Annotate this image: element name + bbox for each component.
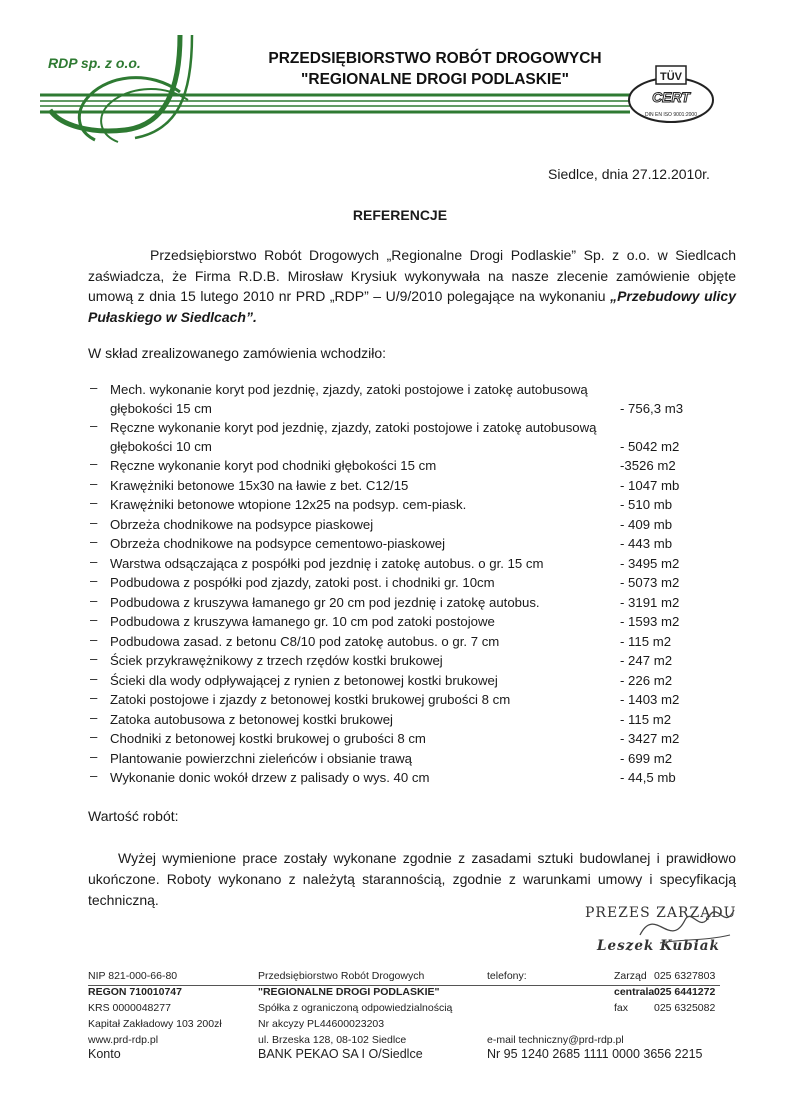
scope-item-description: Ręczne wykonanie koryt pod chodniki głębokości 15 cm bbox=[110, 458, 437, 473]
company-name-line1: PRZEDSIĘBIORSTWO ROBÓT DROGOWYCH bbox=[268, 50, 602, 67]
cert-bottom-text: DIN EN ISO 9001:2000 bbox=[645, 112, 697, 118]
signature-title: PREZES ZARZĄDU bbox=[585, 905, 737, 921]
scope-item-description: Zatoka autobusowa z betonowej kostki brukowej bbox=[110, 711, 393, 727]
closing-paragraph-text: Wyżej wymienione prace zostały wykonane zgodnie z zasadami sztuki budowlanej i prawidłowo ukończone. Roboty wykonano z należytą starannością, zgodnie z warunkami umowy i specyfikacją techniczną. bbox=[88, 850, 736, 908]
company-name-line2: "REGIONALNE DROGI PODLASKIE" bbox=[301, 71, 569, 88]
footer-excise: Nr akcyzy PL44600023203 bbox=[258, 1018, 385, 1030]
list-dash: – bbox=[90, 553, 98, 569]
scope-item-description: Obrzeża chodnikowe na podsypce piaskowej bbox=[110, 516, 374, 532]
scope-item-description: Wykonanie donic wokół drzew z palisady o wys. 40 cm bbox=[110, 770, 430, 785]
scope-item-quantity: - 115 m2 bbox=[620, 633, 672, 649]
scope-item-quantity: - 5042 m2 bbox=[620, 439, 680, 454]
scope-item-description: Podbudowa z kruszywa łamanego gr 20 cm pod jezdnię i zatokę autobus. bbox=[110, 594, 540, 610]
company-name bbox=[250, 48, 620, 90]
footer-konto-label: Konto bbox=[88, 1047, 121, 1061]
scope-item-description: Warstwa odsączająca z pospółki pod jezdnię i zatokę autobus. o gr. 15 cm bbox=[110, 555, 544, 571]
footer-phones-label: telefony: bbox=[487, 970, 527, 982]
scope-intro: W skład zrealizowanego zamówienia wchodziło: bbox=[88, 345, 387, 361]
letter-date: Siedlce, dnia 27.12.2010r. bbox=[548, 166, 710, 182]
scope-item-quantity: - 44,5 mb bbox=[620, 770, 676, 785]
scope-item-quantity: - 3191 m2 bbox=[620, 594, 680, 610]
list-dash: – bbox=[90, 690, 98, 705]
header-rule bbox=[40, 92, 630, 118]
list-dash: – bbox=[90, 592, 98, 608]
footer-nip: NIP 821-000-66-80 bbox=[88, 970, 178, 982]
scope-item-description: Ściek przykrawężnikowy z trzech rzędów kostki brukowej bbox=[110, 653, 443, 668]
footer-phone-fax: 025 6325082 bbox=[654, 1002, 716, 1014]
intro-paragraph-text: Przedsiębiorstwo Robót Drogowych „Regionalne Drogi Podlaskie” Sp. z o.o. w Siedlcach zaświadcza, że Firma R.D.B. Mirosław Krysiuk wykonywała na nasze zlecenie zamówienie objęte umową z dnia 15 lutego 2010 nr PRD „RDP” – U/9/2010 polegające na wykonaniu bbox=[88, 247, 736, 304]
footer-company-line2: "REGIONALNE DROGI PODLASKIE" bbox=[258, 986, 440, 998]
scope-item-description: Krawężniki betonowe wtopione 12x25 na podsyp. cem-piask. bbox=[110, 497, 467, 512]
list-dash: – bbox=[90, 729, 98, 744]
footer-capital: Kapitał Zakładowy 103 200zł bbox=[88, 1018, 222, 1030]
list-dash: – bbox=[90, 514, 98, 530]
scope-item-description: Obrzeża chodnikowe na podsypce cementowo-piaskowej bbox=[110, 536, 445, 551]
signature-name: Leszek Kubiak bbox=[597, 938, 720, 954]
list-dash: – bbox=[90, 670, 98, 686]
footer-website[interactable]: www.prd-rdp.pl bbox=[88, 1034, 159, 1046]
footer-regon: REGON 710010747 bbox=[88, 986, 182, 998]
scope-item-quantity: - 247 m2 bbox=[620, 653, 673, 668]
list-dash: – bbox=[90, 768, 98, 783]
footer-email[interactable]: e-mail techniczny@prd-rdp.pl bbox=[487, 1034, 624, 1046]
scope-item-quantity: - 115 m2 bbox=[620, 711, 672, 727]
scope-item-description: Chodniki z betonowej kostki brukowej o grubości 8 cm bbox=[110, 731, 426, 746]
cert-top-text: TÜV bbox=[660, 71, 682, 83]
scope-item-quantity: - 443 mb bbox=[620, 536, 673, 551]
scope-item-description: Ręczne wykonanie koryt pod jezdnię, zjazdy, zatoki postojowe i zatokę autobusową głębokości 10 cm bbox=[110, 420, 597, 454]
list-dash: – bbox=[90, 495, 98, 510]
scope-item-quantity: - 1403 m2 bbox=[620, 692, 680, 707]
scope-item-quantity: - 3427 m2 bbox=[620, 731, 680, 746]
scope-item-description: Plantowanie powierzchni zieleńców i obsianie trawą bbox=[110, 750, 413, 766]
scope-item-quantity: - 409 mb bbox=[620, 516, 673, 532]
scope-item-description: Podbudowa z pospółki pod zjazdy, zatoki post. i chodniki gr. 10cm bbox=[110, 575, 495, 590]
scope-item-description: Mech. wykonanie koryt pod jezdnię, zjazdy, zatoki postojowe i zatokę autobusową głębokości 15 cm bbox=[110, 382, 588, 416]
list-dash: – bbox=[90, 475, 98, 491]
scope-item-quantity: - 1593 m2 bbox=[620, 614, 680, 629]
list-dash: – bbox=[90, 534, 98, 549]
scope-item-quantity: - 226 m2 bbox=[620, 672, 673, 688]
scope-item-description: Podbudowa zasad. z betonu C8/10 pod zatokę autobus. o gr. 7 cm bbox=[110, 633, 500, 649]
scope-item-quantity: - 3495 m2 bbox=[620, 555, 680, 571]
logo-text: RDP sp. z o.o. bbox=[48, 55, 141, 71]
scope-item-description: Krawężniki betonowe 15x30 na ławie z bet. C12/15 bbox=[110, 477, 409, 493]
footer-phone-board: 025 6327803 bbox=[654, 970, 716, 982]
list-dash: – bbox=[90, 709, 98, 725]
list-dash: – bbox=[90, 748, 98, 764]
document-title: REFERENCJE bbox=[352, 207, 448, 223]
scope-item-quantity: -3526 m2 bbox=[620, 458, 676, 473]
scope-item-quantity: - 5073 m2 bbox=[620, 575, 680, 590]
rdp-logo bbox=[30, 30, 240, 150]
footer-company-line3: Spółka z ograniczoną odpowiedzialnością bbox=[258, 1002, 453, 1014]
list-dash: – bbox=[90, 651, 98, 666]
scope-item-description: Ścieki dla wody odpływającej z rynien z betonowej kostki brukowej bbox=[110, 672, 498, 688]
list-dash: – bbox=[90, 612, 98, 627]
list-dash: – bbox=[90, 631, 98, 647]
intro-paragraph bbox=[88, 245, 736, 327]
footer-krs: KRS 0000048277 bbox=[88, 1002, 171, 1014]
list-dash: – bbox=[90, 418, 98, 433]
footer-phone-central: 025 6441272 bbox=[654, 986, 716, 998]
footer-company-line1: Przedsiębiorstwo Robót Drogowych bbox=[258, 970, 425, 982]
intro-paragraph-emphasis: „Przebudowy ulicy Pułaskiego w Siedlcach”. bbox=[88, 288, 737, 325]
footer-phone-label-central: centrala bbox=[614, 986, 655, 998]
scope-item-description: Podbudowa z kruszywa łamanego gr. 10 cm pod zatoki postojowe bbox=[110, 614, 495, 629]
scope-item-quantity: - 699 m2 bbox=[620, 750, 673, 766]
footer-bank: BANK PEKAO SA I O/Siedlce bbox=[258, 1047, 423, 1061]
scope-item-description: Zatoki postojowe i zjazdy z betonowej kostki brukowej grubości 8 cm bbox=[110, 692, 511, 707]
scope-item-quantity: - 510 mb bbox=[620, 497, 673, 512]
footer-phone-label-board: Zarząd bbox=[614, 970, 647, 982]
cert-mid-text: CERT bbox=[652, 89, 690, 105]
list-dash: – bbox=[90, 456, 98, 471]
list-dash: – bbox=[90, 380, 98, 395]
footer-account: Nr 95 1240 2685 1111 0000 3656 2215 bbox=[487, 1047, 703, 1061]
scope-item-quantity: - 1047 mb bbox=[620, 477, 680, 493]
scope-item-quantity: - 756,3 m3 bbox=[620, 401, 684, 416]
handwritten-signature bbox=[630, 895, 740, 955]
list-dash: – bbox=[90, 573, 98, 588]
footer-address: ul. Brzeska 128, 08-102 Siedlce bbox=[258, 1034, 407, 1046]
work-value-label: Wartość robót: bbox=[88, 808, 179, 824]
footer-phone-label-fax: fax bbox=[614, 1002, 629, 1014]
tuv-cert-badge bbox=[626, 62, 716, 126]
